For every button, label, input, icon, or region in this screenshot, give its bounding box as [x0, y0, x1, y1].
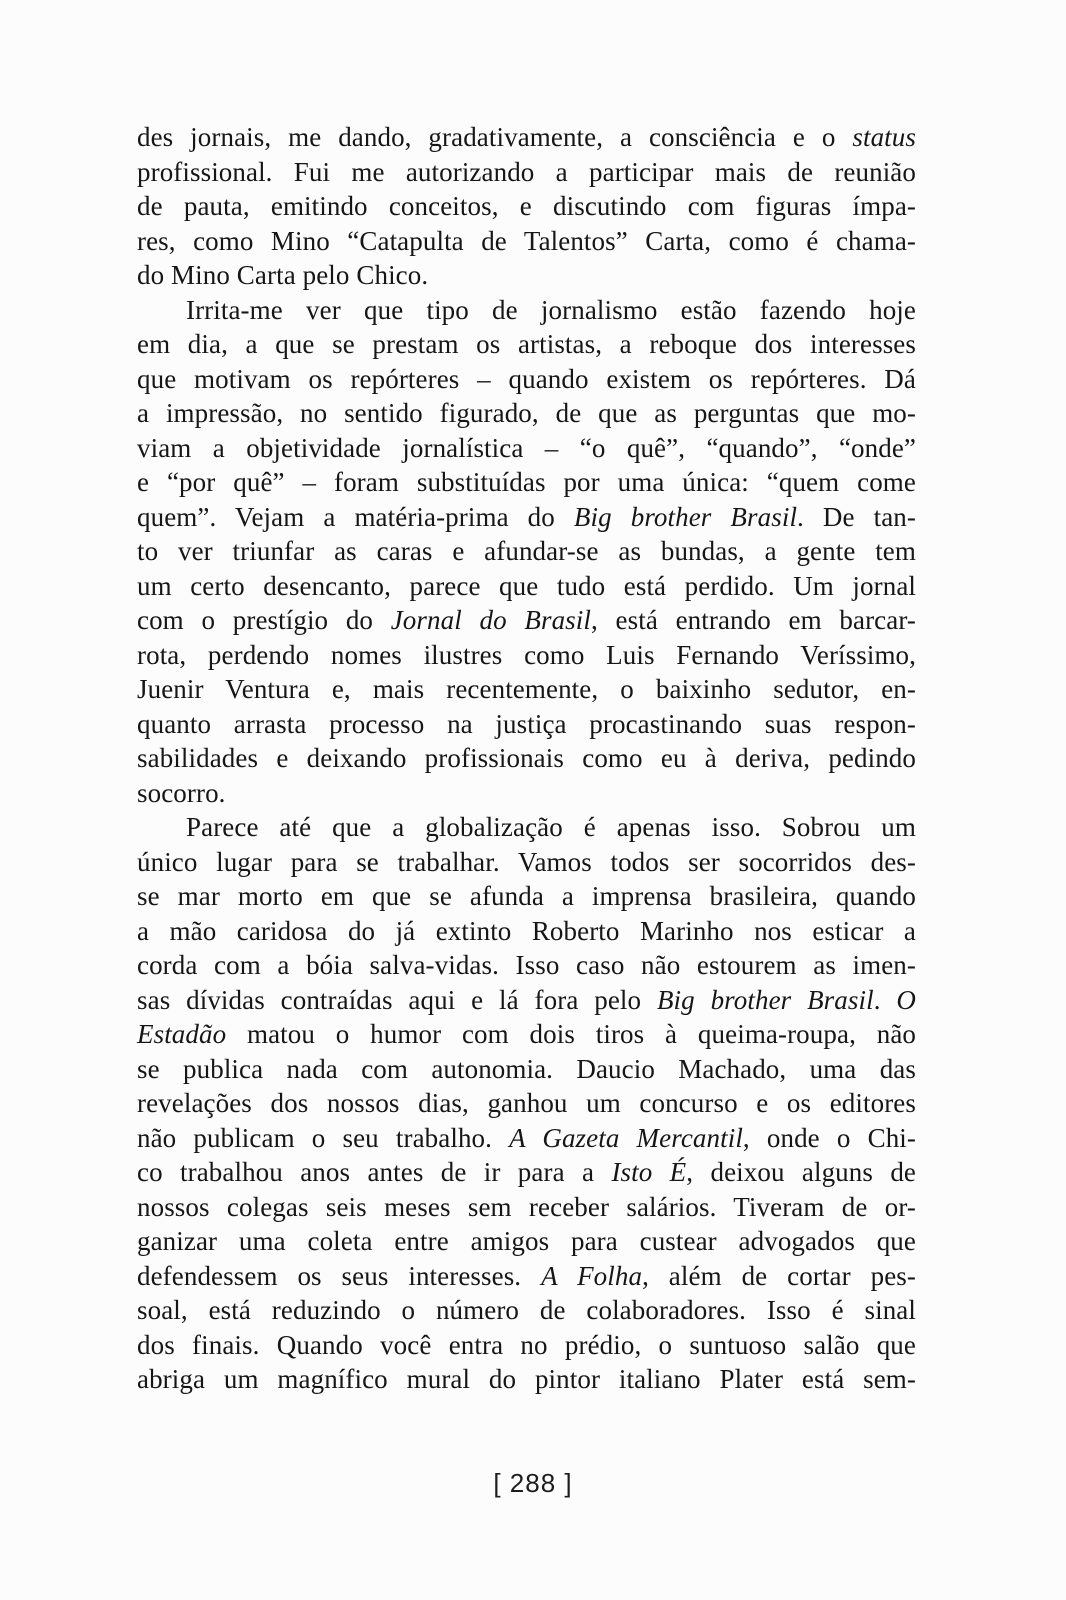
text-line: [137, 224, 916, 259]
text-segment: não publicam o seu trabalho.: [137, 1122, 510, 1153]
text-segment: e “por quê” – foram substituídas por uma única: “quem come: [137, 467, 916, 497]
text-segment: de pauta, emitindo conceitos, e discutindo com figuras ímpa-: [137, 191, 916, 221]
text-line: [137, 1155, 916, 1190]
text-segment: a impressão, no sentido figurado, de que as perguntas que mo-: [137, 398, 916, 428]
text-segment: um certo desencanto, parece que tudo está perdido. Um jornal: [137, 570, 916, 601]
text-line: [137, 293, 916, 328]
text-segment: revelações dos nossos dias, ganhou um concurso e os editores: [137, 1088, 916, 1118]
text-line: [137, 500, 916, 535]
italic-text-segment: Big brother Brasil: [573, 501, 798, 532]
text-line: [137, 879, 916, 914]
text-segment: socorro.: [137, 777, 226, 808]
text-line: [137, 120, 916, 155]
text-segment: to ver triunfar as caras e afundar-se as bundas, a gente tem: [137, 536, 916, 566]
text-segment: único lugar para se trabalhar. Vamos todos ser socorridos des-: [137, 846, 916, 877]
italic-text-segment: Jornal do Brasil: [390, 605, 591, 635]
text-segment: ganizar uma coleta entre amigos para custear advogados que: [137, 1226, 916, 1256]
text-segment: soal, está reduzindo o número de colaboradores. Isso é sinal: [137, 1295, 916, 1325]
text-line: [137, 1259, 916, 1294]
text-line: [137, 1293, 916, 1328]
text-line: [137, 603, 916, 638]
text-segment: des jornais, me dando, gradativamente, a consciência e o: [137, 122, 853, 152]
italic-text-segment: A Folha: [541, 1260, 643, 1291]
text-line: [137, 845, 916, 880]
text-segment: Irrita-me ver que tipo de jornalismo estão fazendo hoje: [186, 294, 916, 325]
text-line: [137, 362, 916, 397]
text-segment: que motivam os repórteres – quando existem os repórteres. Dá: [137, 363, 916, 394]
text-segment: , onde o Chi-: [742, 1122, 916, 1153]
text-segment: res, como Mino “Catapulta de Talentos” Carta, como é chama-: [137, 225, 916, 256]
text-segment: corda com a bóia salva-vidas. Isso caso não estourem as imen-: [137, 950, 916, 980]
paragraph: [137, 120, 916, 293]
text-line: [137, 327, 916, 362]
italic-text-segment: status: [852, 122, 916, 152]
italic-text-segment: Big brother Brasil: [656, 984, 874, 1015]
text-line: [137, 672, 916, 707]
text-line: [137, 431, 916, 466]
text-segment: se publica nada com autonomia. Daucio Machado, uma das: [137, 1053, 916, 1084]
text-segment: matou o humor com dois tiros à queima-roupa, não: [226, 1019, 916, 1049]
text-segment: a mão caridosa do já extinto Roberto Marinho nos esticar a: [137, 915, 916, 946]
text-line: [137, 534, 916, 569]
text-line: [137, 914, 916, 949]
text-line: [137, 258, 916, 293]
text-line: [137, 1086, 916, 1121]
text-segment: abriga um magnífico mural do pintor italiano Plater está sem-: [137, 1364, 916, 1394]
text-segment: dos finais. Quando você entra no prédio, o suntuoso salão que: [137, 1329, 916, 1360]
italic-text-segment: A Gazeta Mercantil: [509, 1122, 743, 1153]
text-segment: nossos colegas seis meses sem receber salários. Tiveram de or-: [137, 1191, 916, 1222]
text-segment: .: [873, 984, 897, 1015]
text-segment: quanto arrasta processo na justiça procastinando suas respon-: [137, 708, 916, 739]
text-segment: , está entrando em barcar-: [591, 605, 916, 635]
text-line: [137, 707, 916, 742]
text-segment: co trabalhou anos antes de ir para a: [137, 1157, 612, 1187]
text-segment: Parece até que a globalização é apenas isso. Sobrou um: [186, 812, 916, 842]
italic-text-segment: Estadão: [137, 1019, 227, 1049]
text-segment: , deixou alguns de: [686, 1157, 917, 1187]
text-segment: , além de cortar pes-: [642, 1260, 916, 1291]
text-line: [137, 1052, 916, 1087]
text-segment: se mar morto em que se afunda a imprensa brasileira, quando: [137, 881, 916, 911]
text-segment: rota, perdendo nomes ilustres como Luis Fernando Veríssimo,: [137, 639, 916, 670]
text-line: [137, 1121, 916, 1156]
text-line: [137, 948, 916, 983]
text-line: [137, 1328, 916, 1363]
text-line: [137, 465, 916, 500]
text-line: [137, 396, 916, 431]
text-segment: do Mino Carta pelo Chico.: [137, 260, 429, 290]
text-line: [137, 155, 916, 190]
text-segment: viam a objetividade jornalística – “o quê”, “quando”, “onde”: [137, 432, 916, 463]
text-segment: defendessem os seus interesses.: [137, 1260, 542, 1291]
text-line: [137, 189, 916, 224]
paragraph: [137, 810, 916, 1397]
italic-text-segment: O: [896, 984, 917, 1015]
text-segment: sas dívidas contraídas aqui e lá fora pelo: [137, 984, 657, 1015]
text-segment: . De tan-: [797, 501, 916, 532]
page-number: [ 288 ]: [493, 1468, 573, 1498]
italic-text-segment: Isto É: [611, 1157, 687, 1187]
text-line: [137, 1224, 916, 1259]
text-line: [137, 1362, 916, 1397]
text-line: [137, 1017, 916, 1052]
text-segment: Juenir Ventura e, mais recentemente, o baixinho sedutor, en-: [137, 674, 916, 704]
text-segment: com o prestígio do: [137, 605, 391, 635]
text-line: [137, 810, 916, 845]
text-line: [137, 569, 916, 604]
text-line: [137, 638, 916, 673]
text-line: [137, 776, 916, 811]
text-segment: sabilidades e deixando profissionais como eu à deriva, pedindo: [137, 743, 916, 773]
text-line: [137, 1190, 916, 1225]
text-line: [137, 741, 916, 776]
text-segment: em dia, a que se prestam os artistas, a reboque dos interesses: [137, 329, 916, 359]
body-text: [137, 120, 916, 1397]
paragraph: [137, 293, 916, 811]
text-line: [137, 983, 916, 1018]
text-segment: quem”. Vejam a matéria-prima do: [137, 501, 574, 532]
text-segment: profissional. Fui me autorizando a participar mais de reunião: [137, 156, 916, 187]
